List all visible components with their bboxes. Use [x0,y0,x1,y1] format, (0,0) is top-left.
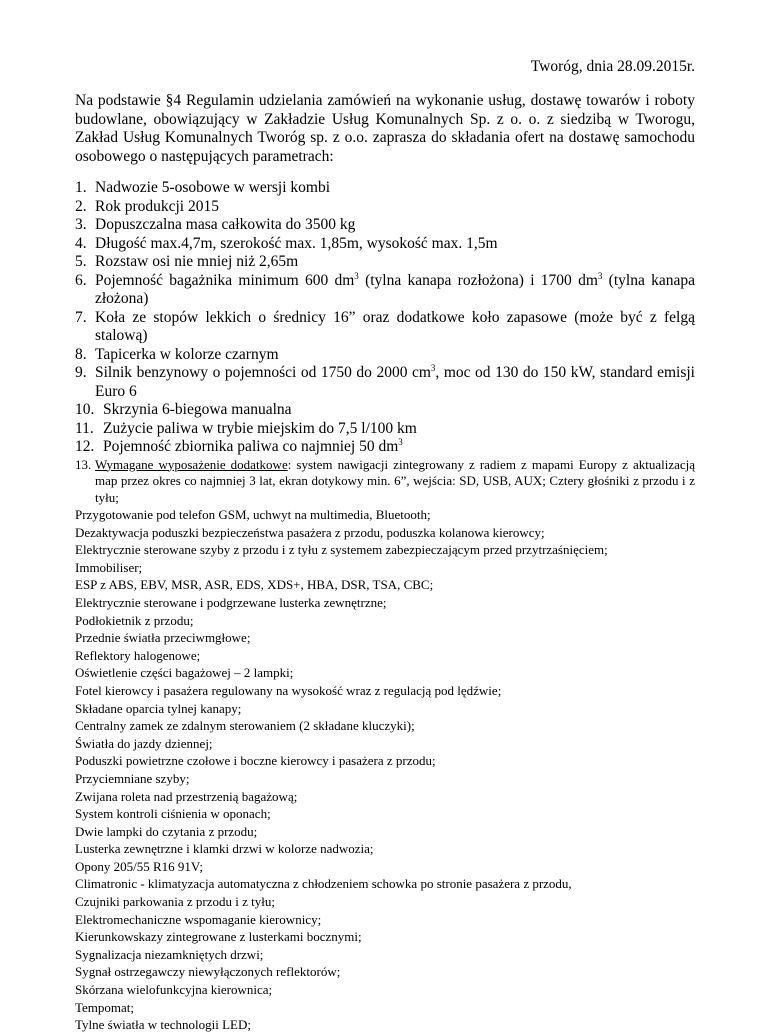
list-item: Sygnał ostrzegawczy niewyłączonych reflektorów; [75,964,341,980]
list-item: Przyciemniane szyby; [75,770,190,786]
list-item: Lusterka zewnętrzne i klamki drzwi w kolorze nadwozia; [75,841,374,857]
list-item: Przednie światła przeciwmgłowe; [75,630,251,646]
list-item: 4. Długość max.4,7m, szerokość max. 1,85m, wysokość max. 1,5m [75,234,498,252]
list-item: 10. Skrzynia 6-biegowa manualna [75,401,292,418]
list-item: 3. Dopuszczalna masa całkowita do 3500 kg [75,216,356,233]
list-item: 6. Pojemność bagażnika minimum 600 $dm^3$ (tylna kanapa rozłożona) i 1700 $dm^3$ (tylna kanapa złożona) [75,270,695,307]
list-item: Skórzana wielofunkcyjna kierownica; [75,982,273,998]
list-item: Zwijana roleta nad przestrzenią bagażową; [75,788,298,804]
list-item: Kierunkowskazy zintegrowane z lusterkami bocznymi; [75,929,362,945]
list-item: 1. Nadwozie 5-osobowe w wersji kombi [75,179,331,196]
list-item: Tylne światła w technologii LED; [75,1017,251,1033]
list-item: Składane oparcia tylnej kanapy; [75,700,242,716]
list-item: 13. Wymagane wyposażenie dodatkowe: system nawigacji zintegrowany z radiem z mapami Europy z aktualizacją map przez okres co najmniej 3 lat, ekran dotykowy min. 6”, wejścia: SD, USB, AUX; Cztery głośniki z przodu i z tyłu; [75,456,696,505]
list-item: Dwie lampki do czytania z przodu; [75,823,258,839]
list-item: Czujniki parkowania z przodu i z tyłu; [75,894,276,910]
list-item: 12. Pojemność zbiornika paliwa co najmniej 50 $dm^3$ [75,437,403,455]
list-item: Oświetlenie części bagażowej – 2 lampki; [75,665,294,681]
equipment-label: Wymagane wyposażenie dodatkowe [95,456,288,472]
list-item: ESP z ABS, EBV, MSR, ASR, EDS, XDS+, HBA, DSR, TSA, CBC; [75,577,434,593]
list-item: 5. Rozstaw osi nie mniej niż 2,65m [75,253,299,270]
list-item: Podłokietnik z przodu; [75,612,194,628]
list-item: 7. Koła ze stopów lekkich o średnicy 16” oraz dodatkowe koło zapasowe (może być z felgą stalową) [75,308,695,344]
list-item: Elektromechaniczne wspomaganie kierownicy; [75,911,322,927]
list-item: Przygotowanie pod telefon GSM, uchwyt na multimedia, Bluetooth; [75,507,431,522]
list-item: System kontroli ciśnienia w oponach; [75,806,271,822]
list-item: 11. Zużycie paliwa w trybie miejskim do 7,5 l/100 km [75,419,417,437]
list-item: Fotel kierowcy i pasażera regulowany na wysokość wraz z regulacją pod lędźwie; [75,682,502,698]
document-page [75,58,695,1034]
intro-paragraph: Na podstawie §4 Regulamin udzielania zamówień na wykonanie usług, dostawę towarów i roboty budowlane, obowiązujący w Zakładzie Usług Komunalnych Sp. z o. o. z siedzibą w Tworogu, Zakład Usług Komunalnych Tworóg sp. z o.o. zaprasza do składania ofert na dostawę samochodu osobowego o następujących parametrach: [75,92,695,165]
list-item: Opony 205/55 R16 91V; [75,858,203,874]
list-item: Elektrycznie sterowane szyby z przodu i z tyłu z systemem zabezpieczającym przed przytrzaśnięciem; [75,542,608,558]
requirements-list [75,179,695,506]
extras-list [75,506,695,1034]
list-item: Poduszki powietrzne czołowe i boczne kierowcy i pasażera z przodu; [75,753,436,769]
list-item: Immobiliser; [75,559,143,575]
list-item: Centralny zamek ze zdalnym sterowaniem (2 składane kluczyki); [75,718,415,734]
list-item: Tempomat; [75,999,135,1015]
list-item: Dezaktywacja poduszki bezpieczeństwa pasażera z przodu, poduszka kolanowa kierowcy; [75,524,545,540]
list-item: 2. Rok produkcji 2015 [75,197,219,215]
list-item: Reflektory halogenowe; [75,647,201,663]
date-line: Tworóg, dnia 28.09.2015r. [530,58,695,75]
list-item: Sygnalizacja niezamkniętych drzwi; [75,946,264,962]
list-item: 9. Silnik benzynowy o pojemności od 1750 do 2000 $cm^3$, moc od 130 do 150 kW, standard emisji Euro 6 [75,363,695,400]
list-item: Climatronic - klimatyzacja automatyczna z chłodzeniem schowka po stronie pasażera z przodu, [75,876,572,892]
list-item: 8. Tapicerka w kolorze czarnym [75,345,279,363]
list-item: Elektrycznie sterowane i podgrzewane lusterka zewnętrzne; [75,594,387,610]
list-item: Światła do jazdy dziennej; [75,735,213,751]
